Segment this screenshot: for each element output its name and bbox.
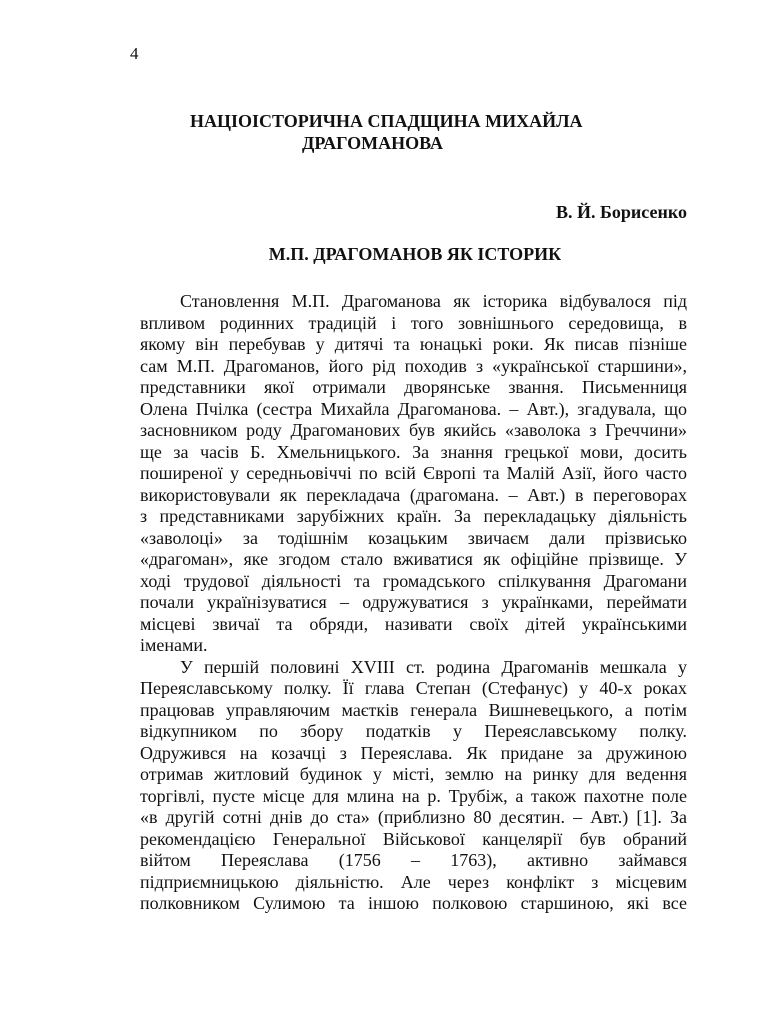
text-line: почали українізуватися – одружуватися з українками, переймати xyxy=(140,592,687,612)
text-line: торгівлі, пусте місце для млина на р. Трубіж, а також пахотне поле xyxy=(140,785,687,806)
paragraph-1 xyxy=(140,291,687,657)
text-line: Олена Пчілка (сестра Михайла Драгоманова. – Авт.), згадувала, що xyxy=(140,398,687,419)
body-text xyxy=(140,291,687,915)
text-line: Становлення М.П. Драгоманова як історика відбувалося під xyxy=(180,291,687,311)
text-line: рекомендацією Генеральної Військової канцелярії був обраний xyxy=(140,828,687,849)
section-title: М.П. ДРАГОМАНОВ ЯК ІСТОРИК xyxy=(268,244,562,264)
text-line: засновником роду Драгоманових був якийсь «заволока з Греччини» xyxy=(140,420,687,440)
document-title xyxy=(150,110,670,154)
paragraph-2 xyxy=(140,657,687,915)
page-number: 4 xyxy=(130,44,139,63)
text-line: «драгоман», яке згодом стало вживатися як офіційне прізвище. У xyxy=(140,549,687,569)
text-line: «в другій сотні днів до ста» (приблизно 80 десятин. – Авт.) [1]. За xyxy=(140,807,687,827)
text-line: ще за часів Б. Хмельницького. За знання грецької мови, досить xyxy=(140,441,687,462)
text-line: ході трудової діяльності та громадського спілкування Драгомани xyxy=(140,570,687,591)
text-line: якому він перебував у дитячі та юнацькі роки. Як писав пізніше xyxy=(140,334,687,354)
author-name: В. Й. Борисенко xyxy=(556,202,687,222)
text-line: У першій половині XVIII ст. родина Драгоманів мешкала у xyxy=(180,656,687,677)
text-line: «заволоці» за тодішнім козацьким звичаєм дали прізвисько xyxy=(140,527,687,548)
text-line: відкупником по збору податків у Переяславському полку. xyxy=(140,721,687,741)
text-line: впливом родинних традицій і того зовнішнього середовища, в xyxy=(140,312,687,333)
text-line: Переяславському полку. Її глава Степан (Стефанус) у 40-х роках xyxy=(140,678,687,698)
text-line: з представниками зарубіжних країн. За перекладацьку діяльність xyxy=(140,506,687,526)
text-line: іменами. xyxy=(140,635,208,655)
text-line: війтом Переяслава (1756 – 1763), активно займався xyxy=(140,850,687,870)
text-line: Одружився на козачці з Переяслава. Як придане за дружиною xyxy=(140,742,687,763)
title-line-2: ДРАГОМАНОВА xyxy=(302,133,443,153)
text-line: сам М.П. Драгоманов, його рід походив з «української старшини», xyxy=(140,355,687,376)
text-line: представники якої отримали дворянське звання. Письменниця xyxy=(140,377,687,397)
title-line-1: НАЦІОІСТОРИЧНА СПАДЩИНА МИХАЙЛА xyxy=(190,111,583,131)
text-line: працював управляючим маєтків генерала Вишневецького, а потім xyxy=(140,699,687,720)
text-line: місцеві звичаї та обряди, називати своїх дітей українськими xyxy=(140,613,687,634)
text-line: отримав житловий будинок у місті, землю на ринку для ведення xyxy=(140,764,687,784)
text-line: полковником Сулимою та іншою полковою старшиною, які все xyxy=(140,893,687,913)
text-line: використовували як перекладача (драгомана. – Авт.) в переговорах xyxy=(140,484,687,505)
text-line: підприємницькою діяльністю. Але через конфлікт з місцевим xyxy=(140,871,687,892)
text-line: поширеної у середньовіччі по всій Європі та Малій Азії, його часто xyxy=(140,463,687,483)
